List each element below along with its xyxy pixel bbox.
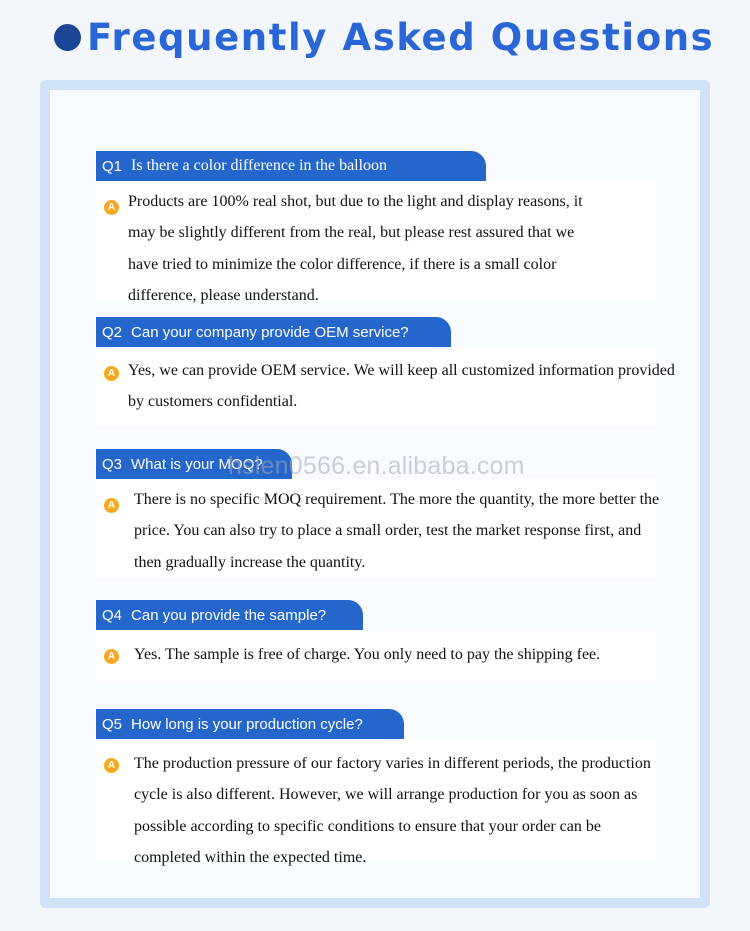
answer-a-icon: A — [104, 649, 119, 664]
answer-text: There is no specific MOQ requirement. The more the quantity, the more better the price. You can also try to place a small order, test the market response first, and then gradually increase the quantity. — [134, 491, 660, 571]
question-tab — [96, 709, 404, 739]
answer-box — [96, 347, 675, 425]
question-tab — [96, 151, 486, 181]
question-number: Q4 — [102, 606, 123, 624]
answer-a-icon: A — [104, 366, 119, 381]
watermark-text: hslen0566.en.alibaba.com — [228, 452, 525, 480]
question-text: Can you provide the sample? — [131, 606, 327, 624]
answer-box — [96, 181, 656, 305]
question-text: Is there a color difference in the balloon — [131, 157, 388, 174]
question-number: Q5 — [102, 715, 123, 733]
question-number: Q1 — [102, 157, 123, 175]
answer-box — [96, 479, 660, 577]
faq-item-1 — [96, 151, 656, 305]
answer-text: Yes, we can provide OEM service. We will keep all customized information provided by customers confidential. — [128, 362, 675, 411]
answer-a-icon: A — [104, 498, 119, 513]
question-number: Q3 — [102, 455, 123, 473]
faq-header — [54, 12, 714, 62]
bullet-dot-icon — [54, 24, 81, 51]
question-text: Can your company provide OEM service? — [131, 323, 409, 341]
question-tab — [96, 600, 363, 630]
answer-a-icon: A — [104, 200, 119, 215]
faq-item-5 — [96, 709, 656, 867]
answer-a-icon: A — [104, 758, 119, 773]
answer-box — [96, 739, 656, 867]
question-text: What is your MOQ? — [131, 455, 263, 473]
question-tab — [96, 317, 451, 347]
answer-text: Yes. The sample is free of charge. You only need to pay the shipping fee. — [134, 646, 601, 663]
faq-item-2 — [96, 317, 675, 425]
answer-box — [96, 630, 656, 682]
answer-text: Products are 100% real shot, but due to the light and display reasons, it may be slightly different from the real, but please rest assured that we have tried to minimize the color difference, if there is a small color difference, please understand. — [128, 193, 583, 305]
question-number: Q2 — [102, 323, 123, 341]
answer-text: The production pressure of our factory varies in different periods, the production cycle is also different. However, we will arrange production for you as soon as possible according to specific conditions to ensure that your order can be completed within the expected time. — [134, 755, 651, 867]
faq-item-4 — [96, 600, 656, 682]
question-text: How long is your production cycle? — [131, 715, 363, 733]
page-title: Frequently Asked Questions — [87, 15, 715, 59]
